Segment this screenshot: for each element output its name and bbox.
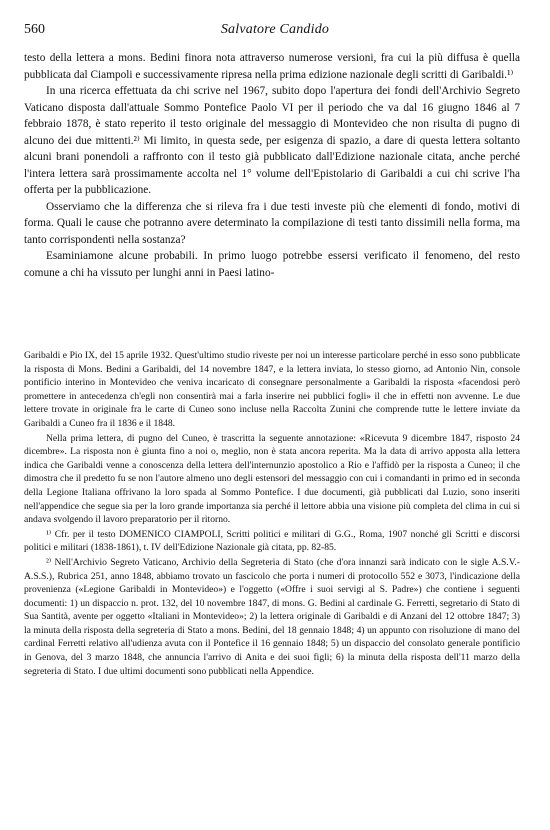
running-title: Salvatore Candido bbox=[220, 22, 330, 37]
footnote-continuation: Garibaldi e Pio IX, del 15 aprile 1932. Quest'ultimo studio riveste per noi un interesse particolare perché in esso sono pubblicate la risposta di Mons. Bedini a Garibaldi, del 14 novembre 1847, e la lettera inviata, lo stesso giorno, ad Antonio Nin, console pontificio interino in Montevideo che veniva incaricato di consegnare personalmente a Garibaldi la risposta «facendosi però promettere in antecedenza ch'egli non consentirà mai a farla inserire nei pubblici fogli» il che in effetti non avvenne. Le due lettere trovate in originale fra le carte di Cuneo sono incluse nella Raccolta Zunini che comprende tutte le lettere inviate da Garibaldi a Cuneo fra il 1836 e il 1848. bbox=[24, 350, 520, 429]
main-text bbox=[24, 50, 520, 281]
page-number: 560 bbox=[24, 22, 45, 37]
paragraph: testo della lettera a mons. Bedini finora nota attraverso numerose versioni, fra cui la più diffusa è quella pubblicata dal Ciampoli e successivamente ripresa nella prima edizione nazionale degli scritti di Garibaldi.¹⁾ bbox=[24, 52, 520, 81]
footnotes bbox=[24, 349, 520, 679]
paragraph: Osserviamo che la differenza che si rileva fra i due testi investe più che elementi di fondo, motivi di forma. Quali le cause che potranno avere determinato la compilazione di testi tanto dissimili nella forma, ma tanto corrispondenti nella sostanza? bbox=[24, 200, 520, 246]
page-header bbox=[24, 22, 526, 40]
footnote-continuation: Nella prima lettera, di pugno del Cuneo, è trascritta la seguente annotazione: «Ricevuta 9 dicembre 1847, risposto 24 dicembre». La risposta non è giunta fino a noi o, meglio, non è stata ancora reperita. Ma la data di arrivo apposta alla lettera indica che Garibaldi venne a conoscenza della lettera dell'internunzio apostolico a Rio e l'affidò per la risposta a Cuneo; il che dimostra che il predetto fu se non l'autore almeno uno degli estensori del messaggio con cui i comandanti in primo ed in seconda della Legione Italiana offrivano la loro spada al Sommo Pontefice. I due documenti, già pubblicati dal Luzio, sono inseriti nell'appendice che segue sia per la loro grande importanza sia perché il lettore abbia una visione più completa del clima in cui si andava svolgendo il lavoro preparatorio per il ritorno. bbox=[24, 432, 520, 526]
paragraph: In una ricerca effettuata da chi scrive nel 1967, subito dopo l'apertura dei fondi dell'Archivio Segreto Vaticano disposta dall'attuale Sommo Pontefice Paolo VI per il periodo che va dal 16 giugno 1846 al 7 febbraio 1878, è stato reperito il testo originale del messaggio di Montevideo che non risulta di pugno di alcuno dei due mittenti.²⁾ Mi limito, in questa sede, per esigenza di spazio, a dare di questa lettera soltanto alcuni brani ponendoli a raffronto con il testo già pubblicato dall'Edizione nazionale citata, anche perché l'intera lettera sarà prossimamente accolta nel 1° volume dell'Epistolario di Garibaldi a cui chi scrive l'ha offerta per la pubblicazione. bbox=[24, 85, 520, 196]
footnote-1: ¹⁾ Cfr. per il testo DOMENICO CIAMPOLI, Scritti politici e militari di G.G., Roma, 1907 nonché gli Scritti e discorsi politici e militari (1838-1861), t. IV dell'Edizione Nazionale già citata, pp. 82-85. bbox=[24, 528, 520, 554]
paragraph: Esaminiamone alcune probabili. In primo luogo potrebbe essersi verificato il fenomeno, del resto comune a chi ha vissuto per lunghi anni in Paesi latino- bbox=[24, 250, 520, 279]
footnote-2: ²⁾ Nell'Archivio Segreto Vaticano, Archivio della Segreteria di Stato (che d'ora innanzi sarà indicato con le sigle A.S.V.-A.S.S.), Rubrica 251, anno 1848, abbiamo trovato un fascicolo che porta i numeri di protocollo 552 e 3073, l'indicazione della provenienza («Legione Garibaldi in Montevideo») e l'oggetto («Offre i suoi servigi al S. Padre») che contiene i seguenti documenti: 1) un dispaccio n. prot. 132, del 10 novembre 1847, di mons. G. Bedini al cardinale G. Ferretti, segretario di Stato di Sua Santità, avente per oggetto «Italiani in Montevideo»; 2) la lettera originale di Garibaldi e di Anzani del 12 ottobre 1847; 3) la minuta della risposta della segreteria di Stato a mons. Bedini, del 18 gennaio 1848; 4) un appunto con risoluzione di mano del cardinal Ferretti relativo all'udienza avuta con il Pontefice il 16 gennaio 1848; 5) un dispaccio del consolato generale pontificio in Genova, del 3 marzo 1848, che annuncia l'arrivo di Anita e dei suoi figli; 6) la minuta della risposta dell'11 marzo della segreteria di Stato. I due ultimi documenti sono pubblicati nella Appendice. bbox=[24, 556, 520, 677]
